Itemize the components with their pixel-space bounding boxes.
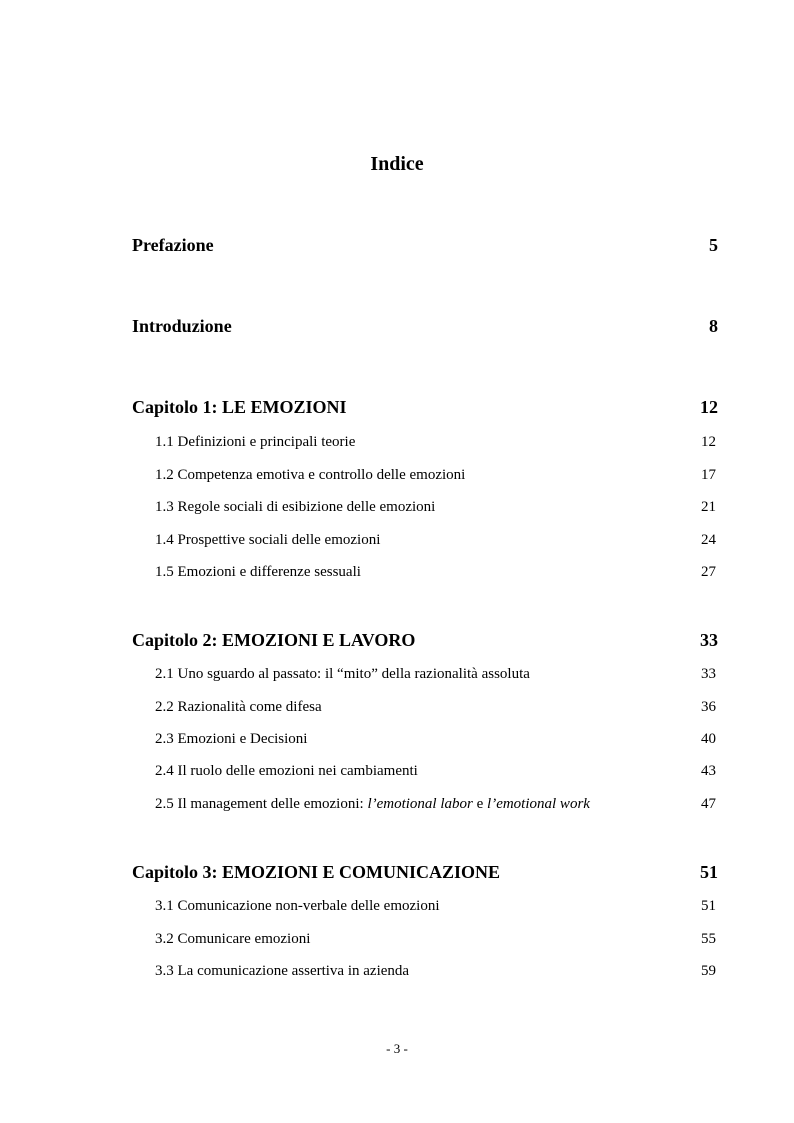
toc-page: 12 [700, 397, 718, 417]
toc-page: 24 [701, 532, 716, 548]
toc-entry-2-3 [155, 731, 716, 748]
toc-page: 40 [701, 731, 716, 747]
toc-label: 2.3 Emozioni e Decisioni [155, 731, 308, 747]
toc-page: 51 [701, 898, 716, 914]
toc-page: 33 [700, 630, 718, 650]
page-title: Indice [370, 153, 424, 175]
toc-page: 51 [700, 862, 718, 882]
toc-entry-prefazione [132, 235, 718, 256]
toc-label: 2.2 Razionalità come difesa [155, 699, 322, 715]
toc-label: 1.2 Competenza emotiva e controllo delle emozioni [155, 467, 466, 483]
toc-page: 5 [709, 235, 718, 255]
toc-label: 1.3 Regole sociali di esibizione delle emozioni [155, 499, 436, 515]
toc-page: 55 [701, 931, 716, 947]
toc-label: 1.4 Prospettive sociali delle emozioni [155, 532, 381, 548]
toc-entry-introduzione [132, 316, 718, 337]
toc-page: 8 [709, 316, 718, 336]
toc-label: Capitolo 3: EMOZIONI E COMUNICAZIONE [132, 862, 501, 882]
toc-entry-2-5 [155, 796, 716, 813]
toc-entry-1-5 [155, 564, 716, 581]
toc-label: Introduzione [132, 316, 232, 336]
toc-label: 3.2 Comunicare emozioni [155, 931, 311, 947]
toc-entry-1-1 [155, 434, 716, 451]
toc-label: Prefazione [132, 235, 214, 255]
toc-label: 1.1 Definizioni e principali teorie [155, 434, 356, 450]
toc-label: Capitolo 2: EMOZIONI E LAVORO [132, 630, 416, 650]
toc-entry-1-3 [155, 499, 716, 516]
toc-entry-2-2 [155, 699, 716, 716]
toc-label-prefix: 2.5 Il management delle emozioni: [155, 796, 368, 812]
toc-page: 27 [701, 564, 716, 580]
toc-page: 59 [701, 963, 716, 979]
toc-page: 47 [701, 796, 716, 812]
toc-page: 36 [701, 699, 716, 715]
toc-label: 2.1 Uno sguardo al passato: il “mito” della razionalità assoluta [155, 666, 530, 682]
toc-page: 12 [701, 434, 716, 450]
page-number-footer: - 3 - [386, 1041, 408, 1056]
toc-page: 17 [701, 467, 716, 483]
toc-entry-chapter-1 [132, 397, 718, 418]
toc-label [155, 796, 590, 813]
toc-entry-chapter-2 [132, 630, 718, 651]
toc-entry-chapter-3 [132, 862, 718, 883]
toc-entry-1-4 [155, 532, 716, 549]
toc-label: Capitolo 1: LE EMOZIONI [132, 397, 347, 417]
toc-page: 43 [701, 763, 716, 779]
toc-entry-1-2 [155, 467, 716, 484]
toc-entry-2-4 [155, 763, 716, 780]
toc-page: 33 [701, 666, 716, 682]
toc-entry-3-2 [155, 931, 716, 948]
toc-entry-3-1 [155, 898, 716, 915]
toc-label: 1.5 Emozioni e differenze sessuali [155, 564, 361, 580]
toc-label: 3.1 Comunicazione non-verbale delle emozioni [155, 898, 440, 914]
toc-label-italic-2: l’emotional work [487, 796, 590, 812]
toc-label: 2.4 Il ruolo delle emozioni nei cambiamenti [155, 763, 418, 779]
toc-page: 21 [701, 499, 716, 515]
toc-entry-3-3 [155, 963, 716, 980]
toc-entry-2-1 [155, 666, 716, 683]
toc-label-italic-1: l’emotional labor [367, 796, 473, 812]
toc-label-and: e [472, 796, 488, 812]
toc-label: 3.3 La comunicazione assertiva in azienda [155, 963, 410, 979]
